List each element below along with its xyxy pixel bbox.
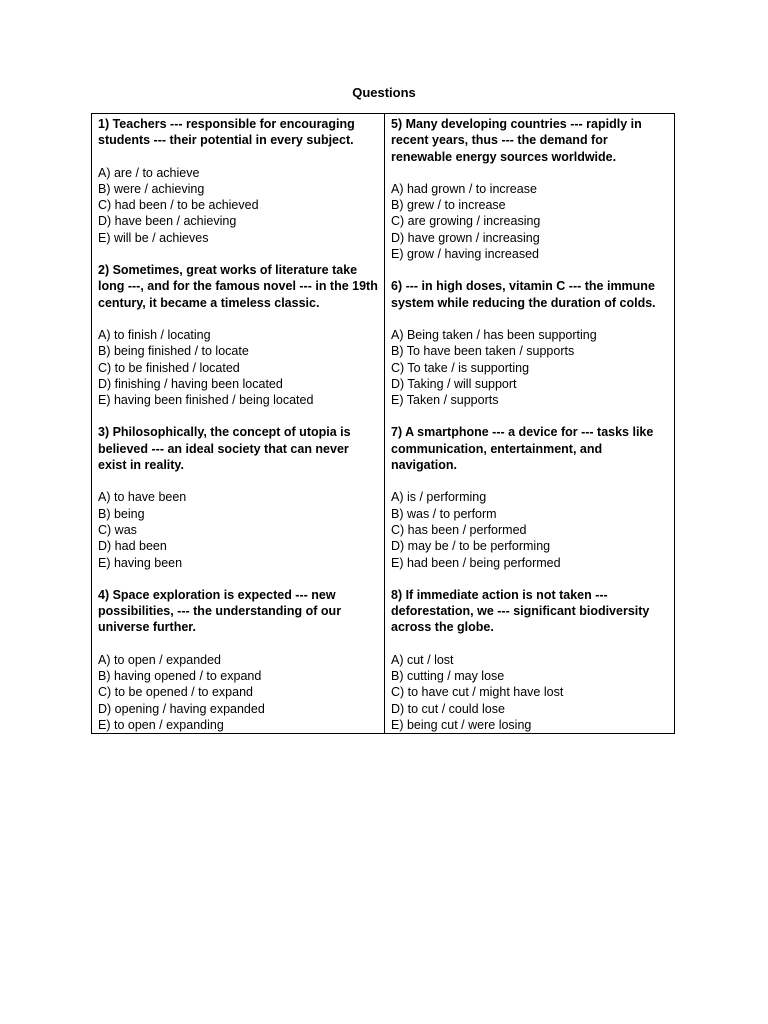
option-c: C) To take / is supporting [391, 360, 530, 375]
question-stem: 2) Sometimes, great works of literature take long ---, and for the famous novel --- in the 19th century, it became a timeless classic. [98, 263, 378, 310]
question-3 [98, 424, 378, 570]
option-a: A) Being taken / has been supporting [391, 327, 597, 342]
option-c: C) to be opened / to expand [98, 685, 253, 700]
option-b: B) being finished / to locate [98, 344, 249, 359]
option-a: A) is / performing [391, 490, 487, 505]
option-a: A) to open / expanded [98, 652, 222, 667]
question-7 [391, 424, 668, 570]
option-c: C) has been / performed [391, 522, 527, 537]
option-d: D) have grown / increasing [391, 230, 540, 245]
option-d: D) may be / to be performing [391, 539, 551, 554]
option-c: C) had been / to be achieved [98, 198, 259, 213]
option-d: D) Taking / will support [391, 376, 517, 391]
questions-table [91, 113, 675, 734]
option-a: A) had grown / to increase [391, 181, 537, 196]
option-d: D) opening / having expanded [98, 701, 265, 716]
option-b: B) To have been taken / supports [391, 344, 575, 359]
option-d: D) to cut / could lose [391, 701, 505, 716]
option-c: C) to have cut / might have lost [391, 685, 564, 700]
option-a: A) to have been [98, 490, 187, 505]
option-b: B) were / achieving [98, 181, 205, 196]
question-stem: 3) Philosophically, the concept of utopia is believed --- an ideal society that can never exist in reality. [98, 425, 351, 473]
option-e: E) had been / being performed [391, 555, 561, 570]
option-c: C) are growing / increasing [391, 214, 541, 229]
question-stem: 5) Many developing countries --- rapidly in recent years, thus --- the demand for renewable energy sources worldwide. [391, 117, 642, 164]
option-a: A) are / to achieve [98, 165, 200, 180]
question-6 [391, 278, 668, 408]
page-title: Questions [352, 85, 416, 100]
option-e: E) Taken / supports [391, 393, 499, 408]
question-4 [98, 587, 378, 733]
right-column [385, 114, 674, 733]
option-b: B) grew / to increase [391, 198, 506, 213]
option-e: E) being cut / were losing [391, 717, 532, 732]
option-e: E) having been [98, 555, 183, 570]
question-stem: 6) --- in high doses, vitamin C --- the immune system while reducing the duration of colds. [391, 279, 656, 310]
option-d: D) had been [98, 539, 167, 554]
option-d: D) have been / achieving [98, 214, 237, 229]
question-stem: 7) A smartphone --- a device for --- tasks like communication, entertainment, and navigation. [391, 425, 654, 473]
left-column [92, 114, 385, 733]
option-e: E) to open / expanding [98, 717, 224, 732]
option-c: C) was [98, 522, 137, 537]
question-stem: 1) Teachers --- responsible for encouraging students --- their potential in every subject. [98, 117, 355, 148]
option-c: C) to be finished / located [98, 360, 240, 375]
option-e: E) will be / achieves [98, 230, 209, 245]
question-stem: 8) If immediate action is not taken --- deforestation, we --- significant biodiversity across the globe. [391, 587, 650, 635]
option-b: B) cutting / may lose [391, 669, 505, 684]
option-a: A) cut / lost [391, 652, 454, 667]
option-b: B) was / to perform [391, 506, 497, 521]
option-e: E) grow / having increased [391, 247, 539, 262]
option-d: D) finishing / having been located [98, 376, 283, 391]
option-e: E) having been finished / being located [98, 393, 314, 408]
question-2 [98, 262, 378, 408]
option-a: A) to finish / locating [98, 327, 211, 342]
question-8 [391, 587, 668, 733]
question-stem: 4) Space exploration is expected --- new possibilities, --- the understanding of our universe further. [98, 587, 342, 635]
question-5 [391, 116, 668, 262]
option-b: B) having opened / to expand [98, 669, 262, 684]
question-1 [98, 116, 378, 246]
option-b: B) being [98, 506, 145, 521]
